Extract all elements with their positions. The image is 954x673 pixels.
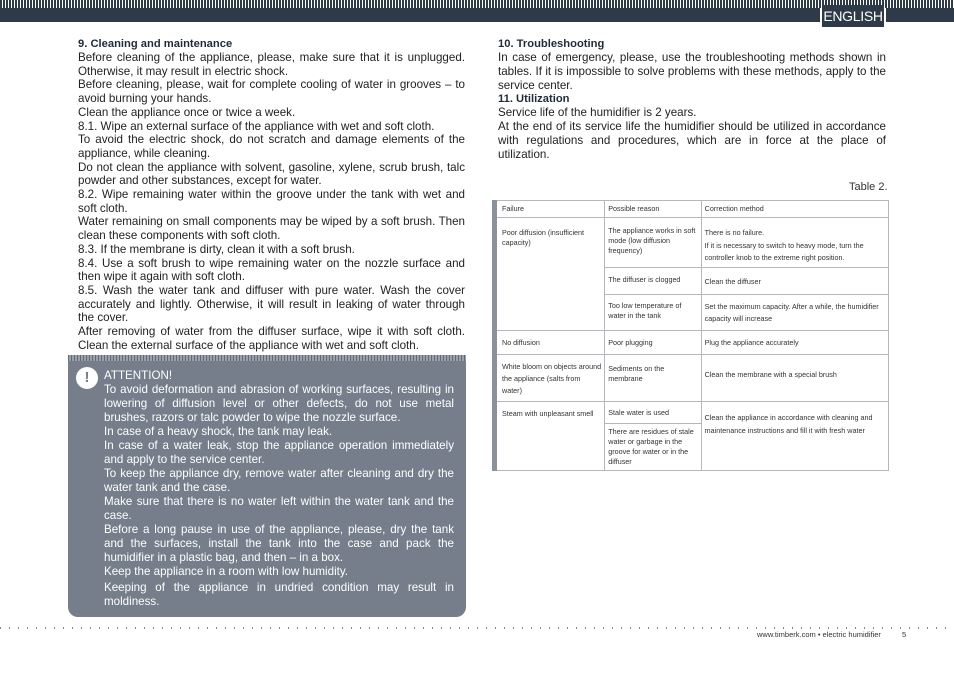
cleaning-paragraph: 8.4. Use a soft brush to wipe remaining water on the nozzle surface and then wipe it again with soft cloth. [78,256,465,284]
troubleshooting-table [492,200,889,471]
attention-paragraph: To keep the appliance dry, remove water after cleaning and dry the water tank and the case. [104,467,454,494]
attention-paragraph: In case of a water leak, stop the appliance operation immediately and apply to the service center. [104,439,454,466]
cleaning-paragraph: Clean the appliance once or twice a week. [78,105,296,119]
attention-paragraph: In case of a heavy shock, the tank may leak. [104,425,333,438]
header-reason: Possible reason [605,201,701,218]
troubleshooting-text: In case of emergency, please, use the troubleshooting methods shown in tables. If it is impossible to solve problems with these methods, apply to the service center. [498,51,886,92]
reason-cell: Poor plugging [605,331,701,355]
reason-cell: The diffuser is clogged [605,268,701,295]
method-cell [701,218,888,268]
attention-title: ATTENTION! [104,369,173,382]
attention-hatch [68,355,466,361]
cleaning-paragraph: Before cleaning of the appliance, please, make sure that it is unplugged. Otherwise, it may result in electric shock. [78,51,465,78]
header-band [0,8,820,22]
method-cell: Clean the membrane with a special brush [701,355,888,402]
cleaning-paragraph: 8.1. Wipe an external surface of the appliance with wet and soft cloth. [78,119,435,133]
footer-url: www.timberk.com • electric humidifier [757,630,881,639]
cleaning-paragraph: 8.5. Wash the water tank and diffuser with pure water. Wash the cover accurately and lightly. Otherwise, it will result in leaking of water through the cover. [78,283,465,325]
table-row [495,355,889,402]
footer-dotted-line [0,627,954,629]
failure-cell: Poor diffusion (insufficient capacity) [495,218,605,331]
language-label: ENGLISH [822,5,884,27]
table-row [495,331,889,355]
header-bar [0,0,954,22]
reason-cell: There are residues of stale water or garbage in the groove for water or in the diffuser [605,424,701,471]
reason-cell: The appliance works in soft mode (low diffusion frequency) [605,218,701,268]
attention-paragraph: To avoid deformation and abrasion of working surfaces, resulting in lowering of diffusion level or other defects, do not use metal brushes, razors or talc powder to wipe the nozzle surface. [104,383,454,424]
troubleshooting-heading: 10. Troubleshooting [498,38,605,50]
utilization-paragraph: Service life of the humidifier is 2 years. [498,106,697,119]
header-failure: Failure [495,201,605,218]
reason-cell: Too low temperature of water in the tank [605,295,701,331]
cleaning-paragraph: To avoid the electric shock, do not scratch and damage elements of the appliance, while cleaning. [78,133,465,160]
header-method: Correction method [701,201,888,218]
method-cell: Clean the appliance in accordance with cleaning and maintenance instructions and fill it with fresh water [701,402,888,471]
failure-cell: Steam with unpleasant smell [495,402,605,471]
table-header-row [495,201,889,218]
header-band-right [886,8,954,22]
cleaning-paragraph: 8.3. If the membrane is dirty, clean it with a soft brush. [78,242,355,256]
method-cell: Plug the appliance accurately [701,331,888,355]
cleaning-paragraph: Do not clean the appliance with solvent, gasoline, xylene, scrub brush, talc powder and other substances, except for water. [78,160,465,188]
cleaning-paragraph: After removing of water from the diffuser surface, wipe it with soft cloth. Clean the external surface of the appliance with wet and soft cloth. [78,325,465,352]
cleaning-heading: 9. Cleaning and maintenance [78,38,233,50]
method-cell: Set the maximum capacity. After a while, the humidifier capacity will increase [701,295,888,331]
failure-cell: No diffusion [495,331,605,355]
cleaning-paragraph: Water remaining on small components may be wiped by a soft brush. Then clean these components with soft cloth. [78,215,465,243]
attention-box [68,355,466,617]
cleaning-section [78,38,465,352]
exclamation-icon: ! [76,367,98,389]
cleaning-paragraph: 8.2. Wipe remaining water within the groove under the tank with wet and soft cloth. [78,188,465,215]
header-stripe [0,0,954,8]
utilization-paragraph: At the end of its service life the humidifier should be utilized in accordance with regulations and procedures, which are in force at the place of utilization. [498,120,886,161]
utilization-heading: 11. Utilization [498,93,570,105]
troubleshooting-section [498,38,886,162]
page-number: 5 [902,630,907,639]
reason-cell: Sediments on the membrane [605,355,701,402]
method-line: If it is necessary to switch to heavy mode, turn the controller knob to the extreme right position. [704,241,864,262]
attention-paragraph: Make sure that there is no water left within the water tank and the case. [104,495,454,522]
table-row [495,218,889,268]
attention-paragraph: Before a long pause in use of the appliance, please, dry the tank and the surfaces, install the tank into the case and pack the humidifier in a plastic bag, and then – in a box. [104,523,454,564]
method-line: There is no failure. [704,228,765,237]
attention-paragraph: Keep the appliance in a room with low humidity. [104,565,349,578]
failure-cell: White bloom on objects around the appliance (salts from water) [495,355,605,402]
cleaning-paragraph: Before cleaning, please, wait for complete cooling of water in grooves – to avoid burning your hands. [78,78,465,106]
method-cell: Clean the diffuser [701,268,888,295]
attention-text [104,369,454,609]
reason-cell: Stale water is used [605,402,701,424]
table-caption: Table 2. [849,181,888,193]
attention-paragraph: Keeping of the appliance in undried condition may result in moldiness. [104,581,454,608]
table-row [495,402,889,424]
